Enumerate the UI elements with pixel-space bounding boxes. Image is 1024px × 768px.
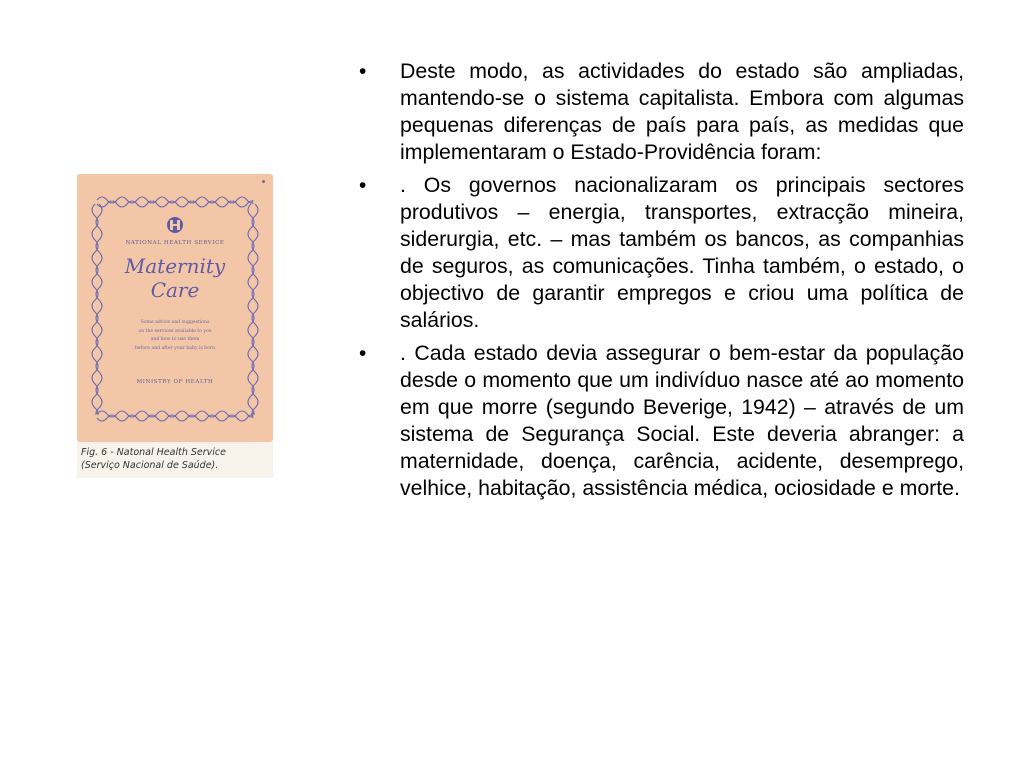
bullet-text: . Os governos nacionalizaram os principais sectores produtivos – energia, transportes, extracção mineira, siderurgia, etc. – mas também os bancos, as companhias de seguros, as comunicações. Tinha também, o estado, o objectivo de garantir empregos e criou uma política de salários. [400,173,964,332]
booklet-cover [77,174,273,442]
figure-caption: Fig. 6 - Natonal Health Service (Serviço Nacional de Saúde). [81,447,226,471]
decorative-border [77,174,273,442]
bullet-item [355,340,964,502]
bullet-text: . Cada estado devia assegurar o bem-estar da população desde o momento que um indivíduo nasce até ao momento em que morre (segundo Beverige, 1942) – através de um sistema de Segurança Social. Este deveria abranger: a maternidade, doença, carência, acidente, desemprego, velhice, habitação, assistência médica, ociosidade e morte. [400,341,964,500]
cover-desc-line: on the services available to you [138,328,212,334]
cover-description [97,319,253,353]
bullet-list [355,58,964,508]
maternity-care-figure [77,174,273,478]
bullet-icon: • [359,60,367,83]
bullet-text: Deste modo, as actividades do estado são ampliadas, mantendo-se o sistema capitalista. Embora com algumas pequenas diferenças de país para país, as medidas que implementaram o Estado-Providência foram: [400,59,964,164]
cover-desc-line: and how to use them [150,337,200,342]
cover-desc-line: before and after your baby is born [134,345,216,351]
bullet-item [355,58,964,166]
cover-org-name: NATIONAL HEALTH SERVICE [125,240,225,246]
cover-title-line1: Maternity [124,254,226,278]
bullet-icon: • [359,342,367,365]
bullet-item [355,172,964,334]
nhs-emblem-icon [166,216,184,234]
cover-title-line2: Care [150,278,200,302]
cover-ministry: MINISTRY OF HEALTH [136,379,214,385]
bullet-icon: • [359,174,367,197]
cover-desc-line: Some advice and suggestions [140,320,210,325]
cover-title [97,254,253,302]
